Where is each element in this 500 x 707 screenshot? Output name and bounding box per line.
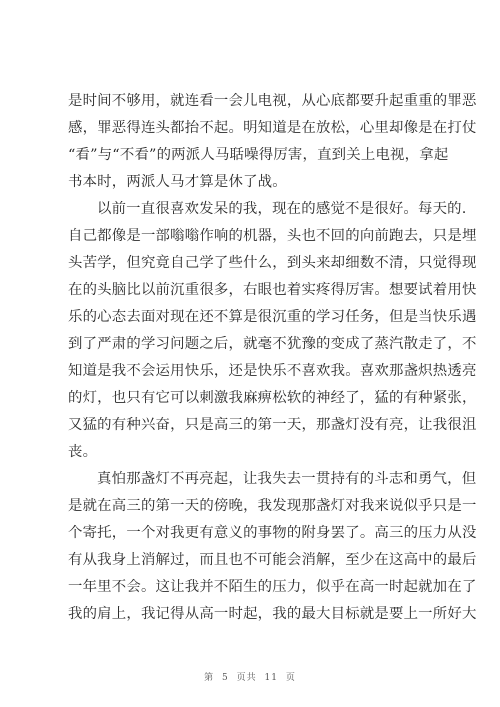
text-line: 是就在高三的第一天的傍晚，我发现那盏灯对我来说似乎只是一 <box>68 498 477 514</box>
text-line: 到了严肃的学习问题之后，就毫不犹豫的变成了蒸汽散走了，不 <box>68 336 477 352</box>
text-line: 丧。 <box>68 444 98 460</box>
text-line: 乐的心态去面对现在还不算是很沉重的学习任务，但是当快乐遇 <box>68 309 477 325</box>
text-line: 的灯，也只有它可以刺激我麻痹松软的神经了，猛的有种紧张， <box>68 390 477 406</box>
paragraph-first-line: 以前一直很喜欢发呆的我，现在的感觉不是很好。每天的. <box>97 201 467 217</box>
text-line: 头苦学，但究竟自己学了些什么，到头来却细数不清，只觉得现 <box>68 255 477 271</box>
paragraph-first-line: 真怕那盏灯不再亮起，让我失去一贯持有的斗志和勇气，但 <box>97 471 477 487</box>
text-line: “看”与“不看”的两派人马聒噪得厉害，直到关上电视，拿起 <box>68 147 449 163</box>
footer-suffix: 页 <box>285 673 296 683</box>
text-line: 我的肩上，我记得从高一时起，我的最大目标就是要上一所好大 <box>68 606 477 622</box>
text-line: 自己都像是一部嗡嗡作响的机器，头也不回的向前跑去，只是埋 <box>68 228 477 244</box>
text-line: 是时间不够用，就连看一会儿电视，从心底都要升起重重的罪恶 <box>68 93 477 109</box>
text-line: 知道是我不会运用快乐，还是快乐不喜欢我。喜欢那盏炽热透亮 <box>68 363 477 379</box>
text-line: 在的头脑比以前沉重很多，右眼也着实疼得厉害。想要试着用快 <box>68 282 477 298</box>
text-line: 有从我身上消解过，而且也不可能会消解，至少在这高中的最后 <box>68 552 477 568</box>
text-line: 感，罪恶得连头都抬不起。明知道是在放松，心里却像是在打仗 <box>68 120 477 136</box>
text-line: 一年里不会。这让我并不陌生的压力，似乎在高一时起就加在了 <box>68 579 477 595</box>
footer-middle: 页共 <box>236 673 257 683</box>
page-footer <box>0 670 500 683</box>
footer-prefix: 第 <box>204 673 215 683</box>
text-line: 书本时，两派人马才算是休了战。 <box>68 174 287 190</box>
text-line: 个寄托，一个对我更有意义的事物的附身罢了。高三的压力从没 <box>68 525 477 541</box>
footer-total-pages: 11 <box>264 673 278 683</box>
text-line: 又猛的有种兴奋，只是高三的第一天，那盏灯没有亮，让我很沮 <box>68 417 477 433</box>
footer-page-number: 5 <box>222 673 229 683</box>
